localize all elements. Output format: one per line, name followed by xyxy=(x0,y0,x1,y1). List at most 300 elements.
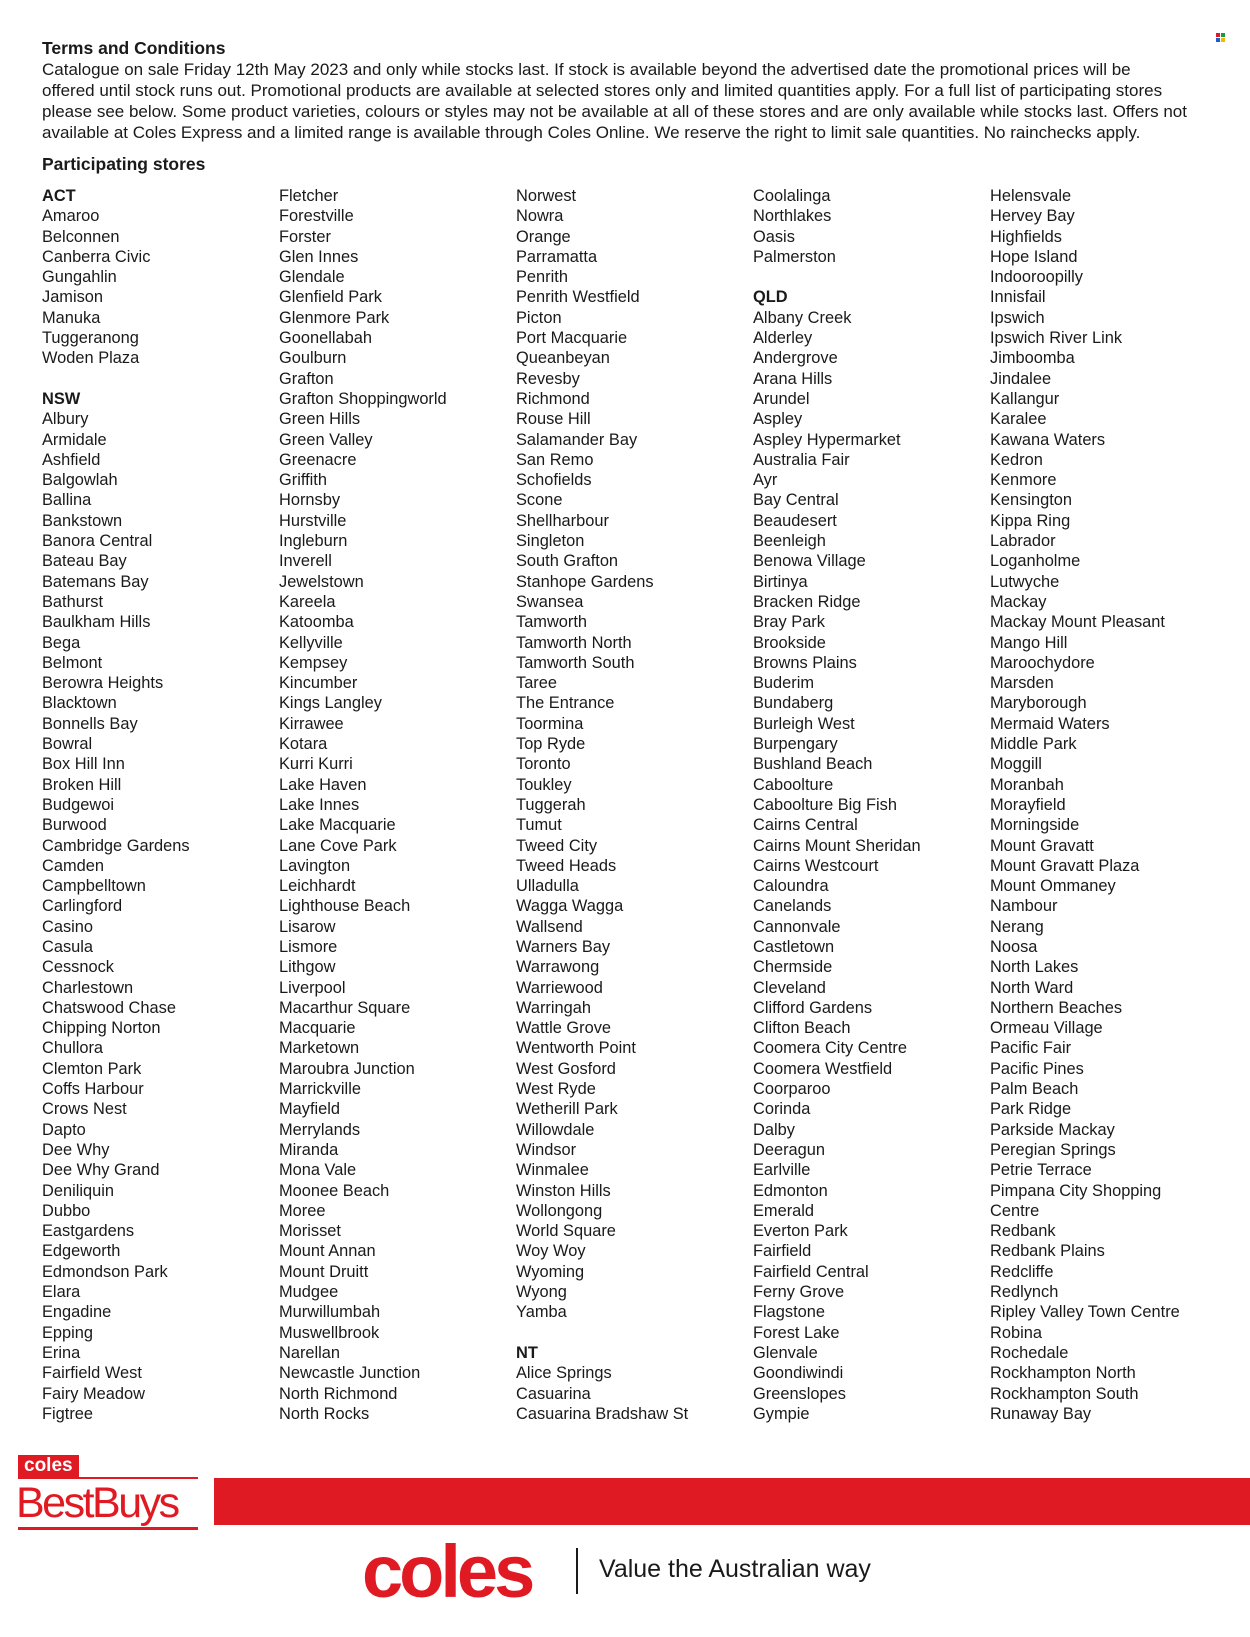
store-name: Cleveland xyxy=(753,978,826,997)
tagline-divider xyxy=(576,1548,578,1594)
store-name: Oasis xyxy=(753,227,795,246)
store-name: Centre xyxy=(990,1201,1040,1220)
store-name: Kotara xyxy=(279,735,328,754)
store-name: Lutwyche xyxy=(990,572,1060,591)
store-name: Lismore xyxy=(279,937,338,956)
store-name: Northlakes xyxy=(753,207,832,226)
store-name: Bushland Beach xyxy=(753,755,873,774)
store-name: Richmond xyxy=(516,389,590,408)
store-name: Cairns Westcourt xyxy=(753,856,879,875)
store-name: Brookside xyxy=(753,633,826,652)
store-name: Canelands xyxy=(753,897,832,916)
store-name: Wattle Grove xyxy=(516,1019,612,1038)
store-name: Liverpool xyxy=(279,978,346,997)
store-name: Toukley xyxy=(516,775,572,794)
store-name: Kurri Kurri xyxy=(279,755,353,774)
store-name: Castletown xyxy=(753,937,835,956)
store-name: Engadine xyxy=(42,1303,112,1322)
store-name: Bateau Bay xyxy=(42,552,127,571)
store-name: Tamworth South xyxy=(516,653,635,672)
store-name: Charlestown xyxy=(42,978,134,997)
store-name: Rochedale xyxy=(990,1343,1069,1362)
store-name: Caboolture xyxy=(753,775,834,794)
store-name: Mango Hill xyxy=(990,633,1068,652)
store-name: Dapto xyxy=(42,1120,86,1139)
store-name: Glen Innes xyxy=(279,247,359,266)
store-name: Box Hill Inn xyxy=(42,755,125,774)
store-name: Forestville xyxy=(279,207,354,226)
store-name: Wyong xyxy=(516,1283,567,1302)
store-name: Goondiwindi xyxy=(753,1364,844,1383)
store-name: Ferny Grove xyxy=(753,1283,845,1302)
store-name: Berowra Heights xyxy=(42,674,164,693)
store-name: Warringah xyxy=(516,998,591,1017)
store-name: Warners Bay xyxy=(516,937,611,956)
store-name: Baulkham Hills xyxy=(42,613,151,632)
store-name: Moranbah xyxy=(990,775,1064,794)
store-name: Albury xyxy=(42,410,89,429)
store-name: Caloundra xyxy=(753,877,829,896)
store-name: Glenvale xyxy=(753,1343,818,1362)
store-name: Andergrove xyxy=(753,349,838,368)
store-name: Bega xyxy=(42,633,81,652)
store-name: Merrylands xyxy=(279,1120,361,1139)
store-name: Bonnells Bay xyxy=(42,714,138,733)
store-name: Edmondson Park xyxy=(42,1262,168,1281)
store-name: Wentworth Point xyxy=(516,1039,636,1058)
store-name: Jewelstown xyxy=(279,572,364,591)
store-name: Mount Druitt xyxy=(279,1262,369,1281)
store-name: Queanbeyan xyxy=(516,349,610,368)
store-name: Figtree xyxy=(42,1404,94,1423)
store-name: Dee Why xyxy=(42,1140,110,1159)
store-name: Fairy Meadow xyxy=(42,1384,145,1403)
store-name: Morningside xyxy=(990,816,1080,835)
brand-underline xyxy=(18,1527,198,1530)
store-name: Mackay xyxy=(990,592,1047,611)
store-name: Goulburn xyxy=(279,349,347,368)
store-name: Lake Macquarie xyxy=(279,816,396,835)
store-name: Kensington xyxy=(990,491,1073,510)
store-name: Tamworth North xyxy=(516,633,632,652)
store-name: Noosa xyxy=(990,937,1038,956)
store-name: Palmerston xyxy=(753,247,836,266)
store-name: Salamander Bay xyxy=(516,430,638,449)
store-name: Macquarie xyxy=(279,1019,356,1038)
store-name: Casuarina Bradshaw St xyxy=(516,1404,689,1423)
store-name: Maryborough xyxy=(990,694,1087,713)
store-name: Coolalinga xyxy=(753,187,831,205)
state-heading: ACT xyxy=(42,187,76,205)
store-name: Australia Fair xyxy=(753,450,850,469)
store-name: Bracken Ridge xyxy=(753,592,861,611)
store-name: Lavington xyxy=(279,856,351,875)
store-name: Moonee Beach xyxy=(279,1181,390,1200)
store-name: Murwillumbah xyxy=(279,1303,381,1322)
store-name: Cairns Mount Sheridan xyxy=(753,836,921,855)
terms-line: Catalogue on sale Friday 12th May 2023 and only while stocks last. If stock is available beyond the advertised date the promotional prices will be xyxy=(42,60,1131,79)
store-name: Arundel xyxy=(753,389,810,408)
store-name: Balgowlah xyxy=(42,471,118,490)
store-name: Griffith xyxy=(279,471,327,490)
store-name: Clifford Gardens xyxy=(753,998,873,1017)
store-name: Grafton Shoppingworld xyxy=(279,389,447,408)
store-name: Edmonton xyxy=(753,1181,828,1200)
store-name: Alice Springs xyxy=(516,1364,612,1383)
store-name: Morayfield xyxy=(990,795,1066,814)
tagline: Value the Australian way xyxy=(599,1555,871,1583)
red-banner xyxy=(214,1478,1250,1525)
store-name: Amaroo xyxy=(42,207,100,226)
store-name: South Grafton xyxy=(516,552,619,571)
store-name: Muswellbrook xyxy=(279,1323,380,1342)
store-name: Wagga Wagga xyxy=(516,897,624,916)
section-spacer xyxy=(42,369,272,389)
store-name: Park Ridge xyxy=(990,1100,1072,1119)
store-name: Wollongong xyxy=(516,1201,603,1220)
store-name: Redbank Plains xyxy=(990,1242,1105,1261)
store-name: Grafton xyxy=(279,369,334,388)
store-name: Parramatta xyxy=(516,247,598,266)
store-name: Lake Innes xyxy=(279,795,360,814)
store-name: Woy Woy xyxy=(516,1242,586,1261)
store-name: Belconnen xyxy=(42,227,120,246)
store-name: Jimboomba xyxy=(990,349,1075,368)
store-name: Broken Hill xyxy=(42,775,122,794)
store-name: Kippa Ring xyxy=(990,511,1071,530)
store-name: Coomera City Centre xyxy=(753,1039,907,1058)
store-name: Jindalee xyxy=(990,369,1052,388)
coles-badge-logo: coles xyxy=(18,1455,79,1477)
store-name: Kings Langley xyxy=(279,694,382,713)
store-name: Kempsey xyxy=(279,653,348,672)
store-name: Coomera Westfield xyxy=(753,1059,893,1078)
store-name: Cessnock xyxy=(42,958,114,977)
store-name: Eastgardens xyxy=(42,1222,135,1241)
store-name: Camden xyxy=(42,856,104,875)
store-name: Leichhardt xyxy=(279,877,356,896)
store-name: Carlingford xyxy=(42,897,123,916)
store-name: Mount Gravatt xyxy=(990,836,1094,855)
store-name: Kedron xyxy=(990,450,1043,469)
store-name: Karalee xyxy=(990,410,1047,429)
store-name: Warriewood xyxy=(516,978,603,997)
store-name: Wetherill Park xyxy=(516,1100,618,1119)
store-name: Maroochydore xyxy=(990,653,1095,672)
store-column-5 xyxy=(990,186,1220,1424)
store-name: Buderim xyxy=(753,674,815,693)
store-name: Mount Ommaney xyxy=(990,877,1116,896)
store-name: Miranda xyxy=(279,1140,339,1159)
store-name: Erina xyxy=(42,1343,81,1362)
section-spacer xyxy=(753,267,983,287)
store-name: Lighthouse Beach xyxy=(279,897,411,916)
store-name: North Rocks xyxy=(279,1404,370,1423)
store-name: Top Ryde xyxy=(516,735,586,754)
store-name: Lisarow xyxy=(279,917,336,936)
store-name: Port Macquarie xyxy=(516,329,628,348)
store-name: Kirrawee xyxy=(279,714,344,733)
store-name: Beenleigh xyxy=(753,532,826,551)
store-name: Tweed Heads xyxy=(516,856,617,875)
store-name: Rockhampton North xyxy=(990,1364,1136,1383)
store-name: Singleton xyxy=(516,532,585,551)
store-name: Browns Plains xyxy=(753,653,857,672)
store-name: Narellan xyxy=(279,1343,341,1362)
store-name: Coorparoo xyxy=(753,1080,831,1099)
store-name: Campbelltown xyxy=(42,877,146,896)
store-name: Swansea xyxy=(516,592,584,611)
store-name: Burwood xyxy=(42,816,107,835)
store-name: Fletcher xyxy=(279,187,339,205)
store-name: Kallangur xyxy=(990,389,1060,408)
store-name: Mount Annan xyxy=(279,1242,376,1261)
store-name: Deeragun xyxy=(753,1140,825,1159)
store-name: Greenacre xyxy=(279,450,357,469)
store-name: Casula xyxy=(42,937,94,956)
state-heading: QLD xyxy=(753,288,788,307)
store-name: Corinda xyxy=(753,1100,811,1119)
store-name: Hornsby xyxy=(279,491,341,510)
store-name: Casino xyxy=(42,917,94,936)
store-name: Inverell xyxy=(279,552,332,571)
store-name: Nerang xyxy=(990,917,1044,936)
store-name: Winston Hills xyxy=(516,1181,611,1200)
store-name: Pacific Fair xyxy=(990,1039,1072,1058)
store-name: Ingleburn xyxy=(279,532,348,551)
store-name: Glenmore Park xyxy=(279,308,390,327)
store-name: West Gosford xyxy=(516,1059,616,1078)
store-name: Shellharbour xyxy=(516,511,609,530)
store-name: Aspley xyxy=(753,410,803,429)
store-name: Bundaberg xyxy=(753,694,834,713)
store-name: Rouse Hill xyxy=(516,410,591,429)
store-name: Green Hills xyxy=(279,410,361,429)
store-name: Arana Hills xyxy=(753,369,833,388)
store-name: Hervey Bay xyxy=(990,207,1075,226)
state-heading: NT xyxy=(516,1343,538,1362)
store-name: Taree xyxy=(516,674,557,693)
store-name: Goonellabah xyxy=(279,329,372,348)
store-name: Ballina xyxy=(42,491,92,510)
store-column-3 xyxy=(516,186,746,1424)
store-name: Tuggeranong xyxy=(42,329,139,348)
terms-section xyxy=(42,37,1222,143)
store-name: Moggill xyxy=(990,755,1042,774)
store-name: Greenslopes xyxy=(753,1384,846,1403)
store-name: Bray Park xyxy=(753,613,825,632)
store-name: Canberra Civic xyxy=(42,247,151,266)
store-name: Tweed City xyxy=(516,836,598,855)
store-name: Emerald xyxy=(753,1201,815,1220)
store-name: Palm Beach xyxy=(990,1080,1079,1099)
store-name: World Square xyxy=(516,1222,616,1241)
store-name: Penrith xyxy=(516,268,568,287)
store-name: Beaudesert xyxy=(753,511,837,530)
store-name: West Ryde xyxy=(516,1080,596,1099)
store-name: Highfields xyxy=(990,227,1062,246)
store-name: Banora Central xyxy=(42,532,153,551)
store-name: Redlynch xyxy=(990,1283,1059,1302)
store-name: Tumut xyxy=(516,816,562,835)
store-name: Albany Creek xyxy=(753,308,852,327)
store-name: Armidale xyxy=(42,430,107,449)
store-name: Glenfield Park xyxy=(279,288,382,307)
store-name: Forest Lake xyxy=(753,1323,840,1342)
store-name: Nambour xyxy=(990,897,1058,916)
store-name: Casuarina xyxy=(516,1384,591,1403)
store-name: Maroubra Junction xyxy=(279,1059,415,1078)
terms-title: Terms and Conditions xyxy=(42,38,226,58)
store-name: Ipswich River Link xyxy=(990,329,1123,348)
store-name: Lithgow xyxy=(279,958,336,977)
store-name: Norwest xyxy=(516,187,577,205)
store-name: Glendale xyxy=(279,268,345,287)
store-column-2 xyxy=(279,186,509,1424)
store-name: Lane Cove Park xyxy=(279,836,397,855)
bestbuys-logo: BestBuys xyxy=(16,1479,178,1527)
store-name: Warrawong xyxy=(516,958,600,977)
store-name: Indooroopilly xyxy=(990,268,1083,287)
store-name: Kellyville xyxy=(279,633,343,652)
store-name: Ripley Valley Town Centre xyxy=(990,1303,1180,1322)
store-name: Hurstville xyxy=(279,511,347,530)
store-name: Chermside xyxy=(753,958,833,977)
store-name: Caboolture Big Fish xyxy=(753,795,897,814)
store-column-4 xyxy=(753,186,983,1424)
store-name: Cambridge Gardens xyxy=(42,836,190,855)
store-name: Picton xyxy=(516,308,562,327)
store-name: North Lakes xyxy=(990,958,1079,977)
terms-line: please see below. Some product varieties, colours or styles may not be available at all of these stores and are only available while stocks last. Offers not xyxy=(42,102,1187,121)
store-name: Blacktown xyxy=(42,694,117,713)
store-name: Bathurst xyxy=(42,592,104,611)
store-name: Mermaid Waters xyxy=(990,714,1110,733)
store-name: Willowdale xyxy=(516,1120,595,1139)
store-name: Chatswood Chase xyxy=(42,998,176,1017)
terms-line: available at Coles Express and a limited range is available through Coles Online. We reserve the right to limit sale quantities. No rainchecks apply. xyxy=(42,123,1141,142)
store-name: Orange xyxy=(516,227,571,246)
store-name: Nowra xyxy=(516,207,564,226)
store-name: Helensvale xyxy=(990,187,1072,205)
store-name: Morisset xyxy=(279,1222,341,1241)
store-name: Fairfield Central xyxy=(753,1262,869,1281)
store-name: Toronto xyxy=(516,755,571,774)
store-name: Rockhampton South xyxy=(990,1384,1139,1403)
store-name: Clifton Beach xyxy=(753,1019,851,1038)
store-name: Innisfail xyxy=(990,288,1046,307)
store-name: Runaway Bay xyxy=(990,1404,1092,1423)
store-name: Peregian Springs xyxy=(990,1140,1116,1159)
store-name: Katoomba xyxy=(279,613,354,632)
store-name: North Richmond xyxy=(279,1384,398,1403)
store-name: Marrickville xyxy=(279,1080,361,1099)
store-name: Schofields xyxy=(516,471,592,490)
store-name: Tamworth xyxy=(516,613,588,632)
store-name: Ormeau Village xyxy=(990,1019,1103,1038)
store-name: Macarthur Square xyxy=(279,998,411,1017)
store-name: Kareela xyxy=(279,592,336,611)
store-name: Burleigh West xyxy=(753,714,855,733)
store-name: Aspley Hypermarket xyxy=(753,430,901,449)
store-name: Mount Gravatt Plaza xyxy=(990,856,1140,875)
section-spacer xyxy=(516,1323,746,1343)
store-name: Fairfield West xyxy=(42,1364,142,1383)
store-name: Birtinya xyxy=(753,572,808,591)
store-name: Jamison xyxy=(42,288,104,307)
store-name: Ipswich xyxy=(990,308,1045,327)
store-name: Chipping Norton xyxy=(42,1019,161,1038)
participating-stores-title: Participating stores xyxy=(42,154,206,174)
store-name: Petrie Terrace xyxy=(990,1161,1092,1180)
store-name: Budgewoi xyxy=(42,795,114,814)
store-name: Tuggerah xyxy=(516,795,586,814)
store-name: Dee Why Grand xyxy=(42,1161,160,1180)
store-name: Gungahlin xyxy=(42,268,117,287)
store-name: Marketown xyxy=(279,1039,360,1058)
store-name: Moree xyxy=(279,1201,326,1220)
store-name: North Ward xyxy=(990,978,1074,997)
store-name: Winmalee xyxy=(516,1161,589,1180)
store-name: Kincumber xyxy=(279,674,358,693)
store-name: Bankstown xyxy=(42,511,123,530)
store-name: Kawana Waters xyxy=(990,430,1106,449)
store-name: Pimpana City Shopping xyxy=(990,1181,1162,1200)
store-name: Parkside Mackay xyxy=(990,1120,1115,1139)
store-name: Flagstone xyxy=(753,1303,825,1322)
store-name: Kenmore xyxy=(990,471,1057,490)
store-name: Mackay Mount Pleasant xyxy=(990,613,1165,632)
store-name: Wallsend xyxy=(516,917,583,936)
store-name: Cairns Central xyxy=(753,816,858,835)
store-name: Lake Haven xyxy=(279,775,367,794)
store-name: Earlville xyxy=(753,1161,811,1180)
store-name: Middle Park xyxy=(990,735,1077,754)
store-name: Labrador xyxy=(990,532,1056,551)
store-name: Ashfield xyxy=(42,450,101,469)
store-name: Scone xyxy=(516,491,563,510)
store-name: Batemans Bay xyxy=(42,572,149,591)
store-name: Wyoming xyxy=(516,1262,585,1281)
store-name: Windsor xyxy=(516,1140,577,1159)
store-name: Burpengary xyxy=(753,735,838,754)
store-name: Yamba xyxy=(516,1303,567,1322)
store-column-1 xyxy=(42,186,272,1424)
store-name: Forster xyxy=(279,227,331,246)
store-name: Dalby xyxy=(753,1120,795,1139)
store-name: Fairfield xyxy=(753,1242,812,1261)
store-name: Manuka xyxy=(42,308,101,327)
store-name: Redbank xyxy=(990,1222,1056,1241)
store-name: Everton Park xyxy=(753,1222,848,1241)
store-name: Stanhope Gardens xyxy=(516,572,654,591)
store-name: Ulladulla xyxy=(516,877,579,896)
store-name: Edgeworth xyxy=(42,1242,121,1261)
store-name: Cannonvale xyxy=(753,917,841,936)
store-name: Mudgee xyxy=(279,1283,339,1302)
store-name: Elara xyxy=(42,1283,81,1302)
store-name: Belmont xyxy=(42,653,103,672)
store-name: Northern Beaches xyxy=(990,998,1123,1017)
store-name: Clemton Park xyxy=(42,1059,142,1078)
store-name: Loganholme xyxy=(990,552,1081,571)
store-name: Mona Vale xyxy=(279,1161,357,1180)
store-name: Robina xyxy=(990,1323,1042,1342)
store-name: Coffs Harbour xyxy=(42,1080,144,1099)
terms-line: offered until stock runs out. Promotional products are available at selected stores only and limited quantities apply. For a full list of participating stores xyxy=(42,81,1163,100)
store-name: Penrith Westfield xyxy=(516,288,640,307)
store-name: Crows Nest xyxy=(42,1100,127,1119)
